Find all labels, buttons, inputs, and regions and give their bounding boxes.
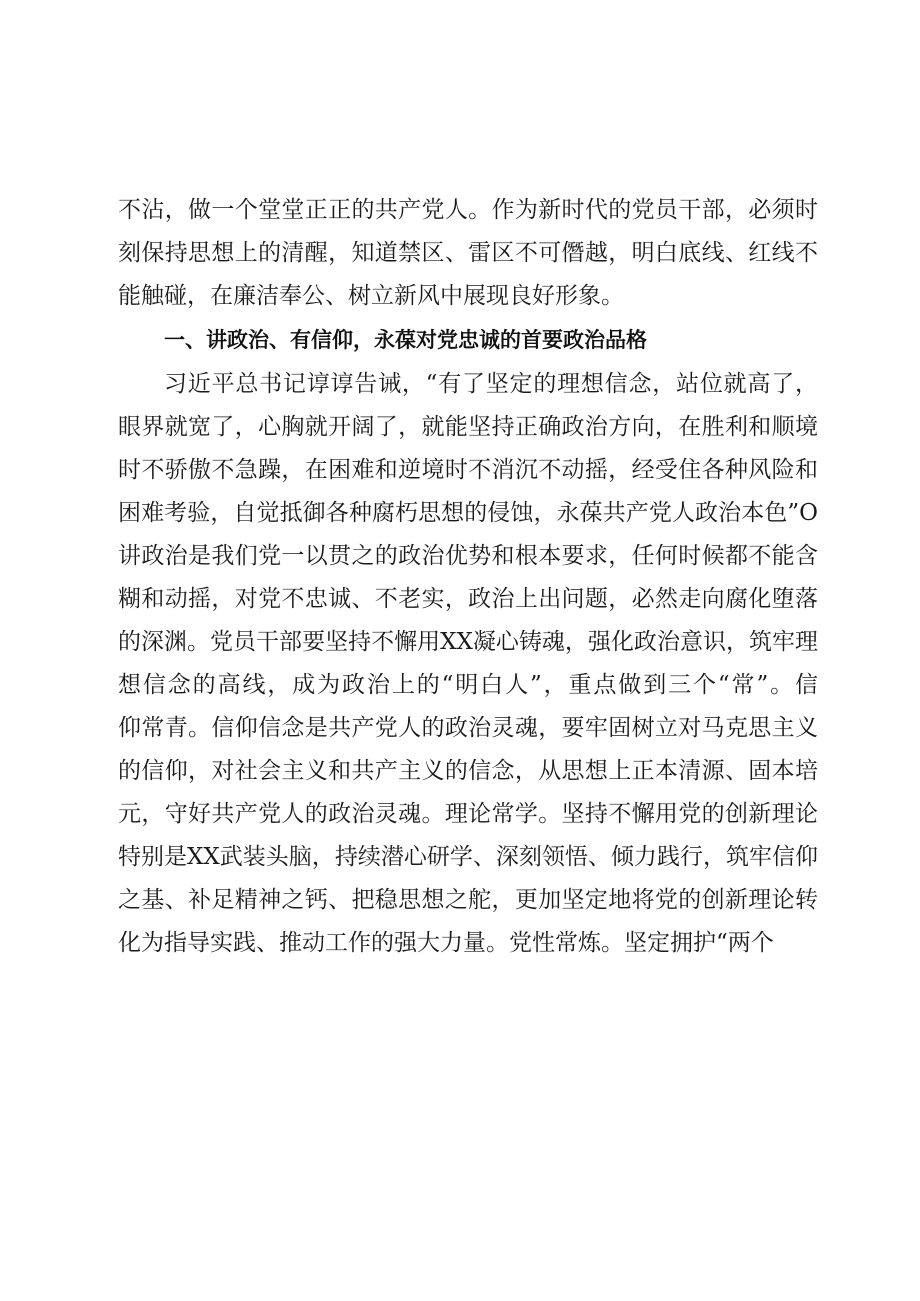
paragraph2-line-1: 习近平总书记谆谆告诫，“有了坚定的理想信念，站位就高了， — [164, 371, 818, 397]
paragraph2-line-9: 仰常青。信仰信念是共产党人的政治灵魂，要牢固树立对马克思主义 — [118, 715, 818, 741]
paragraph2-line-6: 糊和动摇，对党不忠诚、不老实，政治上出问题，必然走向腐化堕落 — [118, 586, 818, 612]
paragraph1-line-2: 刻保持思想上的清醒，知道禁区、雷区不可僭越，明白底线、红线不 — [118, 240, 818, 266]
paragraph2-line-2: 眼界就宽了，心胸就开阔了，就能坚持正确政治方向，在胜利和顺境 — [118, 414, 818, 440]
paragraph2-line-13: 之基、补足精神之钙、把稳思想之舵，更加坚定地将党的创新理论转 — [118, 887, 818, 913]
paragraph2-line-7: 的深渊。党员干部要坚持不懈用XX凝心铸魂，强化政治意识，筑牢理 — [118, 629, 818, 655]
section-heading: 一、讲政治、有信仰，永葆对党忠诚的首要政治品格 — [164, 328, 647, 352]
paragraph2-line-5: 讲政治是我们党一以贯之的政治优势和根本要求，任何时候都不能含 — [118, 543, 818, 569]
paragraph2-line-11: 元，守好共产党人的政治灵魂。理论常学。坚持不懈用党的创新理论 — [118, 801, 818, 827]
paragraph2-line-14: 化为指导实践、推动工作的强大力量。党性常炼。坚定拥护“两个 — [118, 930, 774, 956]
paragraph2-line-3: 时不骄傲不急躁，在困难和逆境时不消沉不动摇，经受住各种风险和 — [118, 457, 818, 483]
paragraph1-line-3: 能触碰，在廉洁奉公、树立新风中展现良好形象。 — [118, 283, 624, 309]
paragraph2-line-4: 困难考验，自觉抵御各种腐朽思想的侵蚀，永葆共产党人政治本色”O — [118, 500, 818, 526]
paragraph2-line-8: 想信念的高线，成为政治上的“明白人”，重点做到三个“常”。信 — [118, 672, 818, 698]
paragraph1-line-1: 不沾，做一个堂堂正正的共产党人。作为新时代的党员干部，必须时 — [118, 197, 818, 223]
paragraph2-line-12: 特别是XX武装头脑，持续潜心研学、深刻领悟、倾力践行，筑牢信仰 — [118, 844, 818, 870]
paragraph2-line-10: 的信仰，对社会主义和共产主义的信念，从思想上正本清源、固本培 — [118, 758, 818, 784]
